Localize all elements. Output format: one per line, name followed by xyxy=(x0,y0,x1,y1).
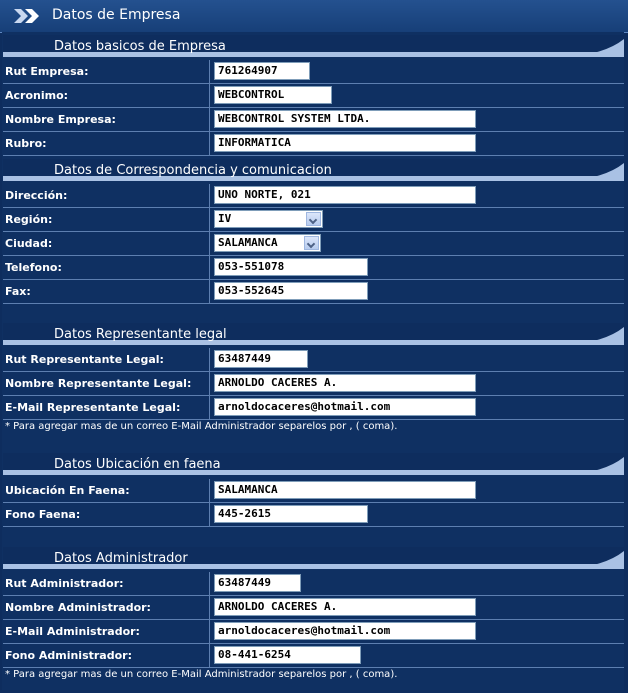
header-curve xyxy=(564,159,624,181)
fono-faena-input[interactable]: 445-2615 xyxy=(214,505,368,523)
double-chevron-icon xyxy=(14,9,44,23)
row-ubicacion-faena xyxy=(3,479,624,503)
nombre-representante-input[interactable]: ARNOLDO CACERES A. xyxy=(214,374,476,392)
row-region xyxy=(3,208,624,232)
section-header-correspondencia: Datos de Correspondencia y comunicacion xyxy=(3,159,624,181)
section-header-representante: Datos Representante legal xyxy=(3,323,624,345)
fono-faena-label: Fono Faena: xyxy=(5,508,81,521)
email-representante-input[interactable]: arnoldocaceres@hotmail.com xyxy=(214,398,476,416)
header-curve xyxy=(564,323,624,345)
row-nombre-administrador xyxy=(3,596,624,620)
row-email-representante xyxy=(3,396,624,420)
email-representante-note: * Para agregar mas de un correo E-Mail Administrador separelos por , ( coma). xyxy=(5,421,398,432)
header-curve xyxy=(564,453,624,475)
nombre-administrador-label: Nombre Administrador: xyxy=(5,601,151,614)
region-label: Región: xyxy=(5,213,53,226)
nombre-administrador-input[interactable]: ARNOLDO CACERES A. xyxy=(214,598,476,616)
section-header-administrador: Datos Administrador xyxy=(3,547,624,569)
telefono-input[interactable]: 053-551078 xyxy=(214,258,368,276)
ciudad-select[interactable]: SALAMANCA xyxy=(214,234,321,252)
row-nombre-representante xyxy=(3,372,624,396)
row-fono-administrador xyxy=(3,644,624,668)
nombre-empresa-label: Nombre Empresa: xyxy=(5,113,116,126)
email-administrador-note: * Para agregar mas de un correo E-Mail Administrador separelos por , ( coma). xyxy=(5,669,398,680)
nombre-empresa-input[interactable]: WEBCONTROL SYSTEM LTDA. xyxy=(214,110,476,128)
nombre-representante-label: Nombre Representante Legal: xyxy=(5,377,192,390)
direccion-input[interactable]: UNO NORTE, 021 xyxy=(214,186,476,204)
row-rut-administrador xyxy=(3,572,624,596)
rut-empresa-label: Rut Empresa: xyxy=(5,65,89,78)
section-header-basicos: Datos basicos de Empresa xyxy=(3,35,624,57)
fono-administrador-input[interactable]: 08-441-6254 xyxy=(214,646,361,664)
row-ciudad xyxy=(3,232,624,256)
email-administrador-label: E-Mail Administrador: xyxy=(5,625,140,638)
acronimo-input[interactable]: WEBCONTROL xyxy=(214,86,332,104)
ciudad-label: Ciudad: xyxy=(5,237,53,250)
fono-administrador-label: Fono Administrador: xyxy=(5,649,132,662)
header-curve xyxy=(564,35,624,57)
rut-representante-label: Rut Representante Legal: xyxy=(5,353,164,366)
ubicacion-faena-input[interactable]: SALAMANCA xyxy=(214,481,476,499)
row-email-administrador xyxy=(3,620,624,644)
title-bar xyxy=(0,0,628,33)
acronimo-label: Acronimo: xyxy=(5,89,69,102)
chevron-down-icon[interactable] xyxy=(304,236,319,250)
row-fax xyxy=(3,280,624,304)
row-fono-faena xyxy=(3,503,624,527)
rubro-input[interactable]: INFORMATICA xyxy=(214,134,476,152)
rut-administrador-label: Rut Administrador: xyxy=(5,577,124,590)
row-telefono xyxy=(3,256,624,280)
chevron-down-icon[interactable] xyxy=(306,212,321,226)
rut-empresa-input[interactable]: 761264907 xyxy=(214,62,310,80)
email-representante-label: E-Mail Representante Legal: xyxy=(5,401,181,414)
rut-representante-input[interactable]: 63487449 xyxy=(214,350,308,368)
row-rut-representante xyxy=(3,348,624,372)
region-select[interactable]: IV xyxy=(214,210,323,228)
email-administrador-input[interactable]: arnoldocaceres@hotmail.com xyxy=(214,622,476,640)
section-header-ubicacion: Datos Ubicación en faena xyxy=(3,453,624,475)
fax-label: Fax: xyxy=(5,285,31,298)
row-acronimo xyxy=(3,84,624,108)
ubicacion-faena-label: Ubicación En Faena: xyxy=(5,484,130,497)
header-curve xyxy=(564,547,624,569)
telefono-label: Telefono: xyxy=(5,261,62,274)
direccion-label: Dirección: xyxy=(5,189,68,202)
page-title: Datos de Empresa xyxy=(52,7,181,23)
rubro-label: Rubro: xyxy=(5,137,47,150)
row-direccion xyxy=(3,184,624,208)
row-rubro xyxy=(3,132,624,156)
row-nombre-empresa xyxy=(3,108,624,132)
row-rut-empresa xyxy=(3,60,624,84)
fax-input[interactable]: 053-552645 xyxy=(214,282,368,300)
rut-administrador-input[interactable]: 63487449 xyxy=(214,574,301,592)
